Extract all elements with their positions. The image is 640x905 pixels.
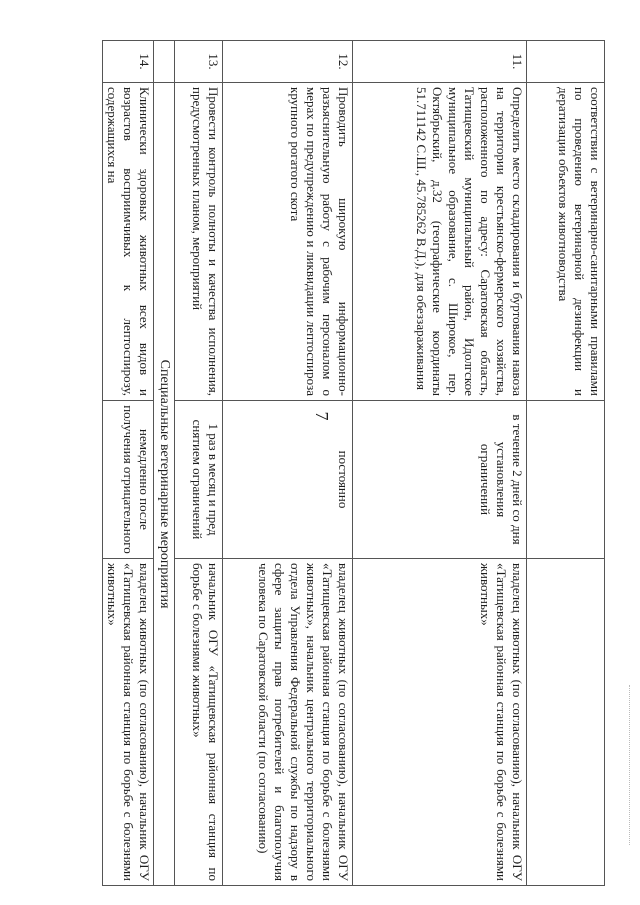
row-responsible [527,559,605,886]
row-action: соответствии с ветеринарно-санитарными правилами по проведению ветеринарной дезинфекции и дератизации объектов животноводства [527,83,605,401]
row-term: 1 раз в месяц и пред снятием ограничений [175,401,223,559]
row-number: 11. [353,41,527,83]
page-number: 7 [312,411,332,421]
measures-table [102,40,605,886]
table-row [527,41,605,886]
table-row [103,41,154,886]
row-responsible: владелец животных (по согласованию), начальник ОГУ «Татищевская районная станция по борьбе с болезнями животных», начальник центрального территориального отдела Управления Федеральной службы по надзору в сфере защиты прав потребителей и благополучия человека по Саратовской области (по согласованию) [223,559,353,886]
row-term: постоянно [223,401,353,559]
row-action: Клинически здоровых животных всех видов и возрастов восприимчивых к лептоспирозу, содержащихся на [103,83,154,401]
scan-margin-mark [629,685,632,845]
row-number: 12. [223,41,353,83]
row-responsible: начальник ОГУ «Татищевская районная станция по борьбе с болезнями животных» [175,559,223,886]
table-row [353,41,527,886]
section-title: Специальные ветеринарные мероприятия [154,83,175,886]
row-term: немедленно после получения отрицательного [103,401,154,559]
table-row [223,41,353,886]
row-responsible: владелец животных (по согласованию), начальник ОГУ «Татищевская районная станция по борьбе с болезнями животных» [103,559,154,886]
row-action: Проводить широкую информационно-разъяснительную работу с рабочим персоналом о мерах по предупреждению и ликвидации лептоспироза крупного рогатого скота [223,83,353,401]
section-spacer-cell [154,41,175,83]
row-number [527,41,605,83]
section-header-row [154,41,175,886]
row-term: в течение 2 дней со дня установления ограничений [353,401,527,559]
row-action: Определить место складирования и буртования навоза на территории крестьянско-фермерского хозяйства, расположенного по адресу: Саратовская область, Татищевский муниципальный район, Идолгское муниципальное образование, с. Широкое, пер. Октябрьский, д.32 (географические координаты 51.711142 С.Ш., 45.785262 В.Д.), для обеззараживания [353,83,527,401]
row-number: 13. [175,41,223,83]
rotated-table-wrapper [100,40,605,885]
row-term [527,401,605,559]
table-row [175,41,223,886]
row-responsible: владелец животных (по согласованию), начальник ОГУ «Татищевская районная станция по борьбе с болезнями животных» [353,559,527,886]
row-number: 14. [103,41,154,83]
row-action: Провести контроль полноты и качества исполнения, предусмотренных планом, мероприятий [175,83,223,401]
